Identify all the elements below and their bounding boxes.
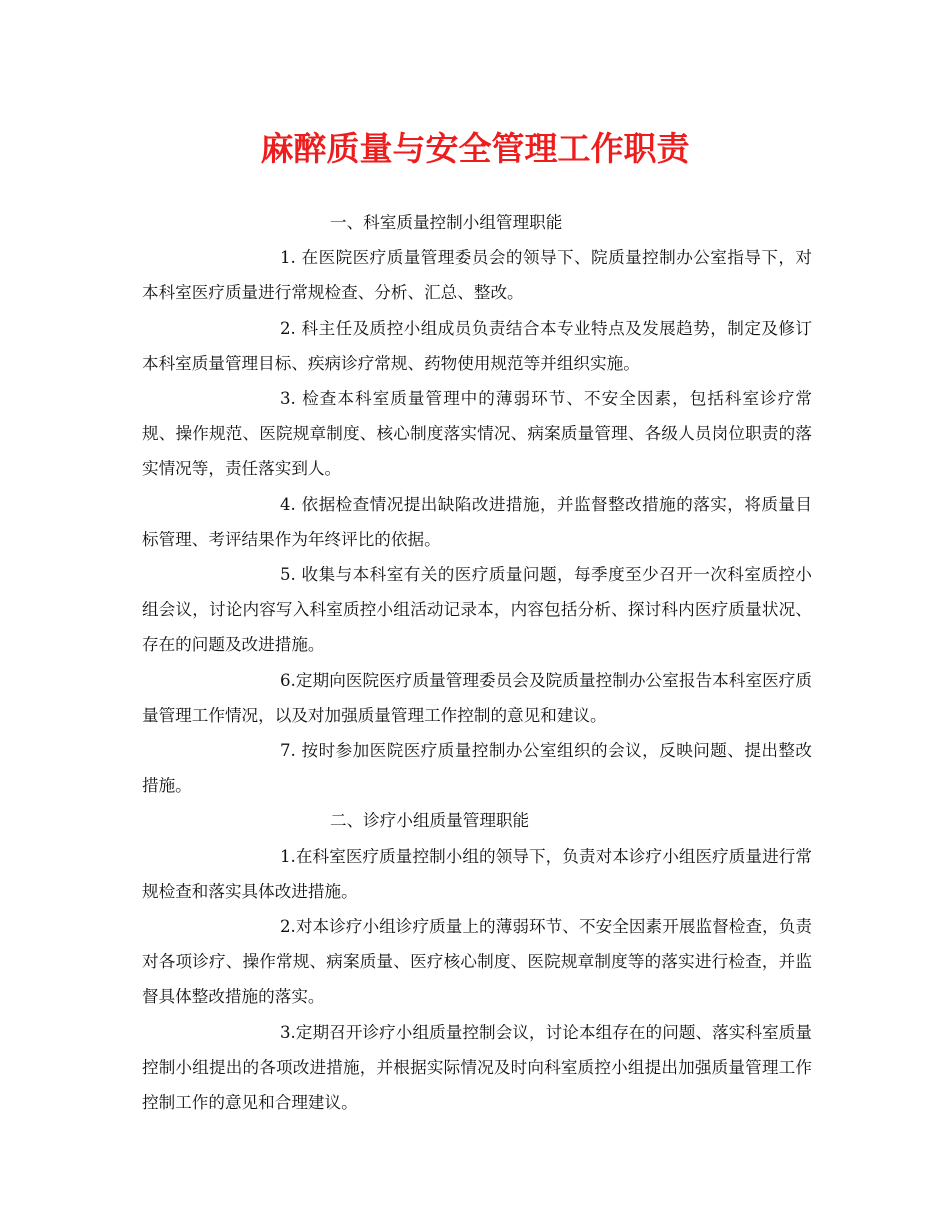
paragraph: 7. 按时参加医院医疗质量控制办公室组织的会议，反映问题、提出整改措施。 bbox=[142, 741, 812, 796]
paragraph: 2. 科主任及质控小组成员负责结合本专业特点及发展趋势，制定及修订本科室质量管理目标、疾病诊疗常规、药物使用规范等并组织实施。 bbox=[142, 318, 812, 373]
paragraph: 5. 收集与本科室有关的医疗质量问题，每季度至少召开一次科室质控小组会议，讨论内容写入科室质控小组活动记录本，内容包括分析、探讨科内医疗质量状况、存在的问题及改进措施。 bbox=[142, 565, 812, 655]
paragraph: 4. 依据检查情况提出缺陷改进措施，并监督整改措施的落实，将质量目标管理、考评结果作为年终评比的依据。 bbox=[142, 494, 812, 549]
document-title: 麻醉质量与安全管理工作职责 bbox=[260, 129, 690, 168]
document-body bbox=[142, 205, 812, 1120]
paragraph: 1. 在医院医疗质量管理委员会的领导下、院质量控制办公室指导下，对本科室医疗质量进行常规检查、分析、汇总、整改。 bbox=[142, 248, 812, 303]
paragraph: 6.定期向医院医疗质量管理委员会及院质量控制办公室报告本科室医疗质量管理工作情况，以及对加强质量管理工作控制的意见和建议。 bbox=[142, 670, 812, 725]
paragraph: 1.在科室医疗质量控制小组的领导下，负责对本诊疗小组医疗质量进行常规检查和落实具体改进措施。 bbox=[142, 846, 812, 901]
section-heading-2: 二、诊疗小组质量管理职能 bbox=[330, 811, 530, 831]
section-heading-1: 一、科室质量控制小组管理职能 bbox=[330, 213, 563, 232]
paragraph: 3.定期召开诊疗小组质量控制会议，讨论本组存在的问题、落实科室质量控制小组提出的各项改进措施，并根据实际情况及时向科室质控小组提出加强质量管理工作控制工作的意见和合理建议。 bbox=[142, 1022, 812, 1113]
paragraph: 2.对本诊疗小组诊疗质量上的薄弱环节、不安全因素开展监督检查，负责对各项诊疗、操作常规、病案质量、医疗核心制度、医院规章制度等的落实进行检查，并监督具体整改措施的落实。 bbox=[142, 917, 812, 1007]
paragraph: 3. 检查本科室质量管理中的薄弱环节、不安全因素，包括科室诊疗常规、操作规范、医院规章制度、核心制度落实情况、病案质量管理、各级人员岗位职责的落实情况等，责任落实到人。 bbox=[142, 389, 812, 479]
